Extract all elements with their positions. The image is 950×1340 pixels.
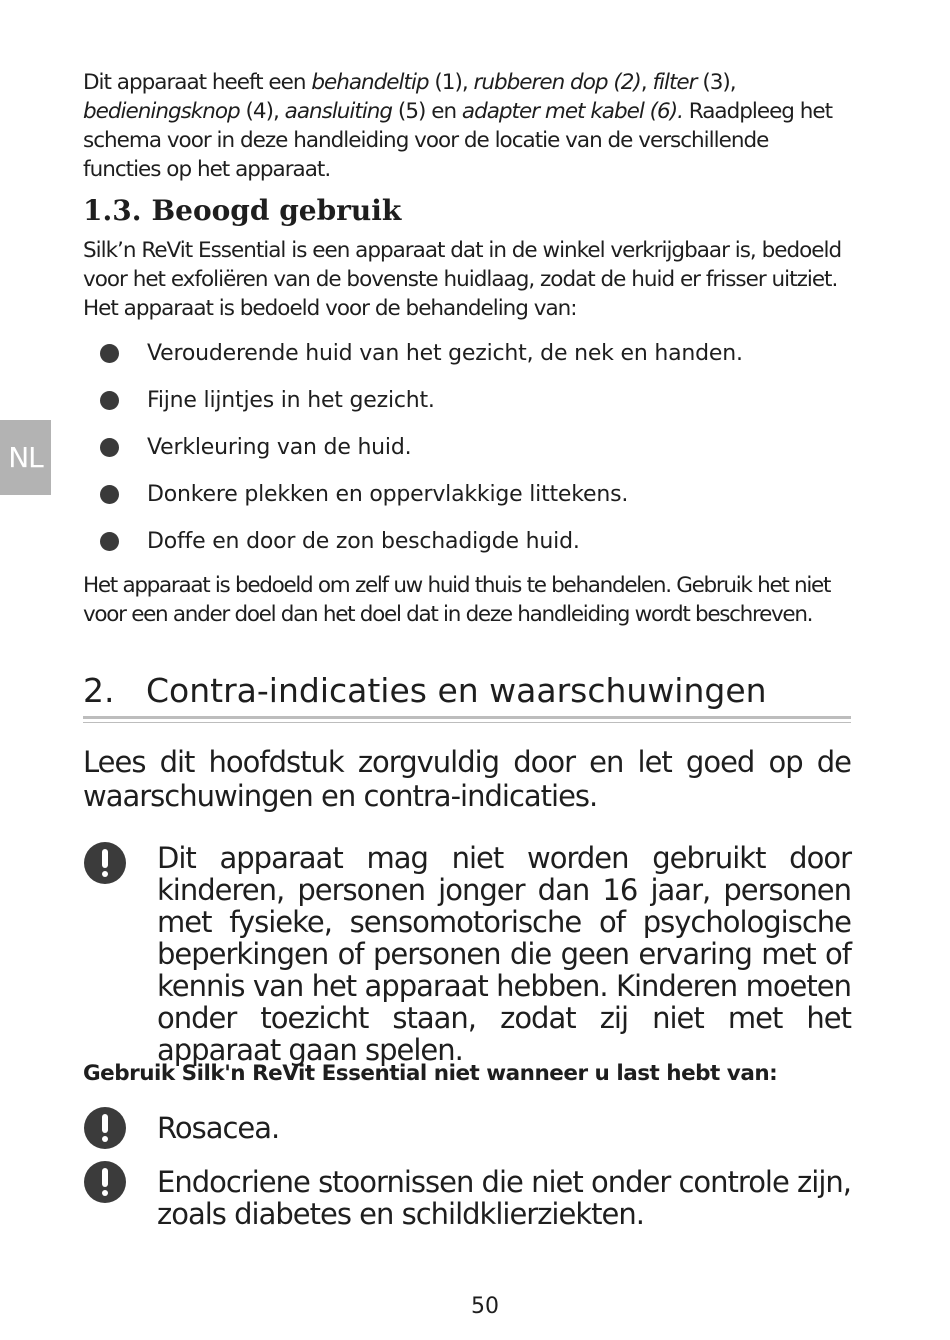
section-1-3-heading (83, 194, 851, 228)
section-number: 1.3. (83, 194, 142, 227)
section-title: Beoogd gebruik (151, 194, 402, 227)
list-item-text: Fijne lijntjes in het gezicht. (147, 388, 435, 413)
warnings-lead: Lees dit hoofdstuk zorgvuldig door en let goed op de waarschuwingen en contra-indicaties. (83, 745, 851, 813)
contraindication-item: Endocriene stoornissen die niet onder controle zijn, zoals diabetes en schildklierziekten. (157, 1165, 851, 1231)
contraindication-item: Rosacea. (157, 1111, 280, 1145)
intended-use-paragraph: Silk’n ReVit Essential is een apparaat dat in de winkel verkrijgbaar is, bedoeld voor het exfoliëren van de bovenste huidlaag, zodat de huid er frisser uitziet. Het apparaat is bedoeld voor de behandeling van: (83, 238, 842, 321)
list-item (100, 478, 860, 525)
list-item (100, 431, 860, 478)
list-item (100, 525, 860, 572)
heading-rule (83, 716, 851, 719)
intro-paragraph (83, 68, 851, 184)
warning-text: Dit apparaat mag niet worden gebruikt door kinderen, personen jonger dan 16 jaar, personen met fysieke, sensomotorische of psychologische beperkingen of personen die geen ervaring met of kennis van het apparaat hebben. Kinderen moeten onder toezicht staan, zodat zij niet met het apparaat gaan spelen. (157, 841, 851, 1067)
section-title: Contra-indicaties en waarschuwingen (146, 671, 767, 710)
intro-text: (3), (696, 70, 736, 95)
bullet-icon (100, 438, 119, 457)
list-item-text: Doffe en door de zon beschadigde huid. (147, 529, 580, 554)
list-item-text: Donkere plekken en oppervlakkige littekens. (147, 482, 629, 507)
bullet-icon (100, 485, 119, 504)
contraindications-subheading: Gebruik Silk'n ReVit Essential niet wanneer u last hebt van: (83, 1061, 778, 1086)
intended-use-closing: Het apparaat is bedoeld om zelf uw huid thuis te behandelen. Gebruik het niet voor een ander doel dan het doel dat in deze handleiding wordt beschreven. (83, 573, 831, 627)
part-name: aansluiting (284, 99, 393, 124)
part-name: filter (652, 70, 697, 95)
intro-text: (5) en (392, 99, 462, 124)
section-2-heading (83, 670, 851, 712)
intended-use-list (100, 337, 860, 572)
intro-text: (1), (428, 70, 474, 95)
intro-text: (4), (239, 99, 285, 124)
bullet-icon (100, 532, 119, 551)
list-item (100, 337, 860, 384)
intro-text: Dit apparaat heeft een (83, 70, 312, 95)
part-name: rubberen dop (2) (473, 70, 641, 95)
list-item-text: Verouderende huid van het gezicht, de nek en handen. (147, 341, 743, 366)
list-item (100, 384, 860, 431)
language-tab: NL (0, 420, 51, 495)
heading-rule (83, 722, 851, 723)
intro-text: Raadpleeg het schema voor in deze handleiding voor de locatie van de verschillende functies op het apparaat. (83, 99, 833, 182)
part-name: bedieningsknop (83, 99, 240, 124)
warning-icon (84, 842, 126, 884)
page-number: 50 (471, 1294, 499, 1319)
warning-icon (84, 1107, 126, 1149)
list-item-text: Verkleuring van de huid. (147, 435, 412, 460)
intro-text: , (640, 70, 653, 95)
bullet-icon (100, 391, 119, 410)
part-name: behandeltip (311, 70, 429, 95)
warning-icon (84, 1161, 126, 1203)
section-number: 2. (83, 671, 115, 710)
bullet-icon (100, 344, 119, 363)
part-name: adapter met kabel (6). (461, 99, 683, 124)
